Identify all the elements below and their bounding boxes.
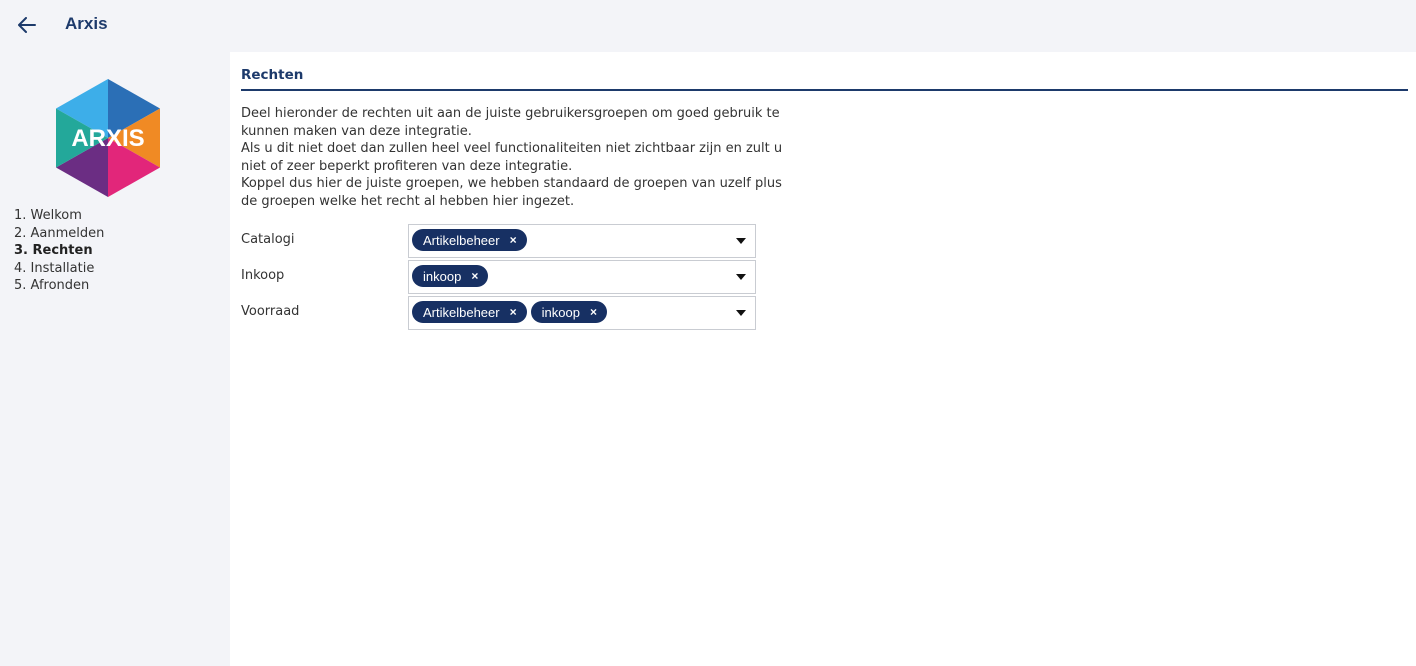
voorraad-label: Voorraad (241, 304, 300, 319)
step-afronden: 5. Afronden (14, 278, 90, 293)
section-title: Rechten (241, 67, 304, 83)
tag-chip (412, 265, 488, 287)
voorraad-select[interactable] (408, 296, 756, 330)
section-divider (241, 89, 1408, 91)
description (241, 105, 786, 210)
dropdown-caret-icon[interactable] (736, 238, 746, 244)
step-installatie: 4. Installatie (14, 260, 95, 276)
dropdown-caret-icon[interactable] (736, 310, 746, 316)
description-paragraph: Koppel dus hier de juiste groepen, we hebben standaard de groepen van uzelf plus de groepen welke het recht al hebben hier ingezet. (241, 176, 782, 209)
wizard-steps (14, 207, 104, 295)
app-title: Arxis (65, 14, 108, 33)
tag-chip (412, 301, 527, 323)
arrow-left-icon (18, 17, 36, 33)
tag-chip (412, 229, 527, 251)
step-aanmelden: 2. Aanmelden (14, 225, 105, 241)
step-welkom: 1. Welkom (14, 208, 82, 223)
sidebar (0, 52, 230, 666)
tag-chip (531, 301, 607, 323)
description-paragraph: Als u dit niet doet dan zullen heel veel functionaliteiten niet zichtbaar zijn en zult u niet of zeer beperkt profiteren van deze integratie. (241, 141, 783, 174)
svg-text:ARXIS: ARXIS (71, 125, 145, 152)
tag-label: inkoop (423, 268, 462, 284)
arxis-logo (54, 79, 162, 197)
inkoop-label: Inkoop (241, 268, 285, 283)
tag-remove-icon[interactable]: × (509, 233, 517, 247)
tag-label: Artikelbeheer (423, 304, 500, 320)
top-bar (0, 0, 1416, 52)
catalogi-label: Catalogi (241, 232, 295, 247)
step-rechten: 3. Rechten (14, 243, 93, 258)
tag-label: Artikelbeheer (423, 232, 500, 248)
description-paragraph: Deel hieronder de rechten uit aan de juiste gebruikersgroepen om goed gebruik te kunnen maken van deze integratie. (241, 106, 780, 139)
tag-remove-icon[interactable]: × (509, 305, 517, 319)
inkoop-select[interactable] (408, 260, 756, 294)
main-content (230, 52, 1416, 666)
dropdown-caret-icon[interactable] (736, 274, 746, 280)
back-button[interactable] (14, 12, 40, 38)
catalogi-select[interactable] (408, 224, 756, 258)
tag-label: inkoop (541, 304, 580, 320)
tag-remove-icon[interactable]: × (589, 305, 597, 319)
tag-remove-icon[interactable]: × (471, 269, 479, 283)
